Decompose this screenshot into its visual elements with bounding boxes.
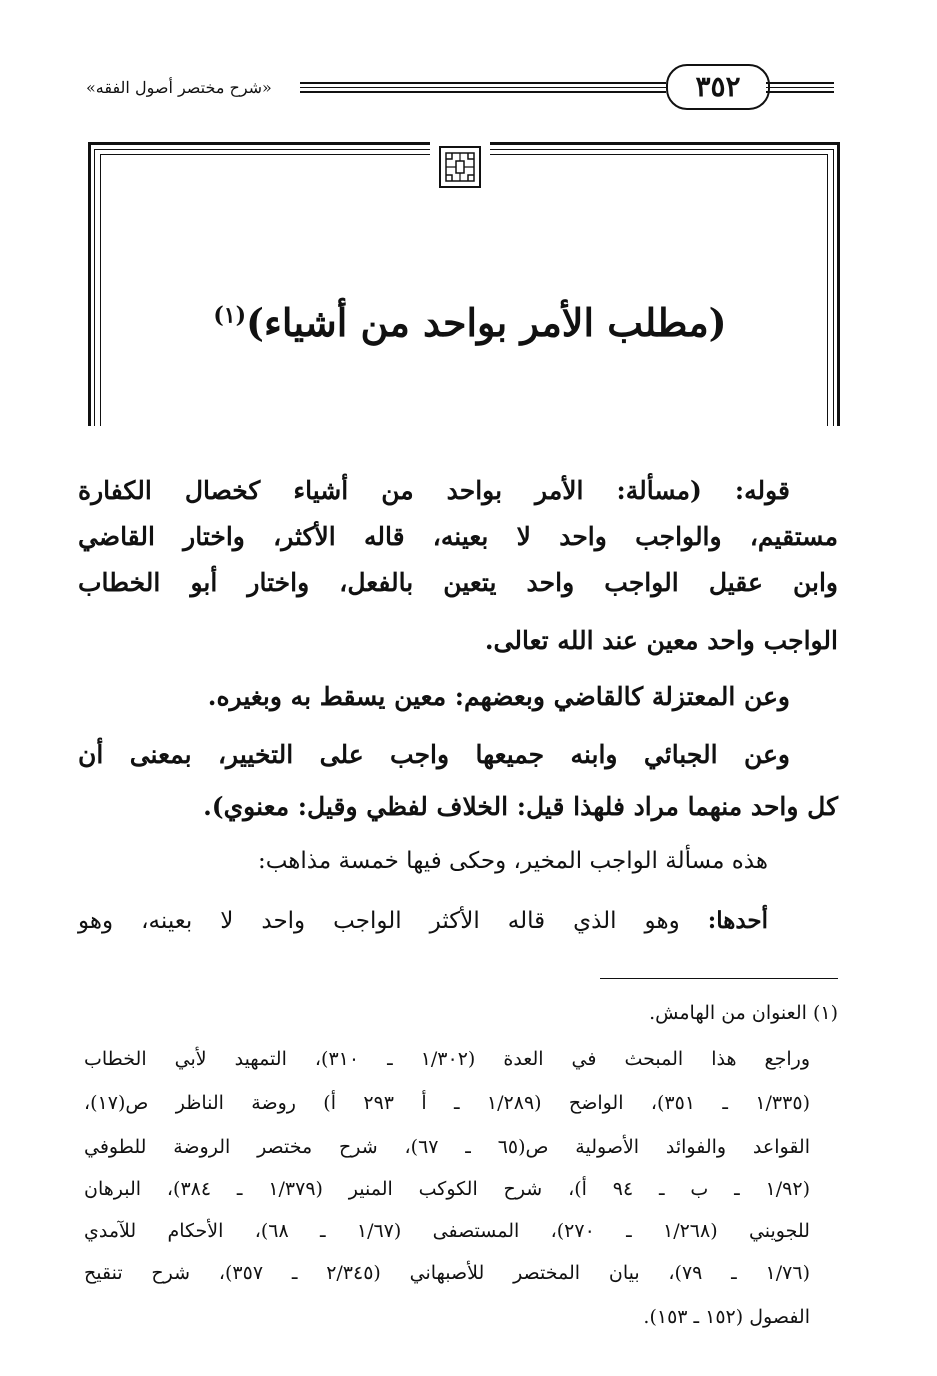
footnote-line: الفصول (١٥٢ ـ ١٥٣). xyxy=(643,1306,810,1328)
body-line: وعن الجبائي وابنه جميعها واجب على التخيير، بمعنى أن xyxy=(78,740,790,769)
body-line: وابن عقيل الواجب واحد يتعين بالفعل، واختار أبو الخطاب xyxy=(78,568,838,597)
page-number: ٣٥٢ xyxy=(666,64,770,110)
chapter-frame xyxy=(0,0,937,440)
body-line: وعن المعتزلة كالقاضي وبعضهم: معين يسقط به وبغيره. xyxy=(207,682,790,711)
footnote-line: (١/٣٣٥ ـ ٣٥١)، الواضح (١/٢٨٩ ـ أ ٢٩٣ أ) روضة الناظر ص(١٧)، xyxy=(84,1092,810,1114)
running-title: «شرح مختصر أصول الفقه» xyxy=(86,78,272,97)
chapter-title xyxy=(150,300,790,345)
body-line: كل واحد منهما مراد فلهذا قيل: الخلاف لفظي وقيل: معنوي). xyxy=(203,792,838,821)
body-line xyxy=(78,904,768,944)
footnote-line: القواعد والفوائد الأصولية ص(٦٥ ـ ٦٧)، شرح مختصر الروضة للطوفي xyxy=(84,1136,811,1158)
body-line: مستقيم، والواجب واحد لا بعينه، قاله الأكثر، واختار القاضي xyxy=(78,522,838,551)
footnote-ref: (١) xyxy=(213,302,247,329)
footnote-line: (١) العنوان من الهامش. xyxy=(649,1002,838,1024)
footnote-line: للجويني (١/٢٦٨ ـ ٢٧٠)، المستصفى (١/٦٧ ـ ٦٨)، الأحكام للآمدي xyxy=(84,1220,810,1242)
body-line: هذه مسألة الواجب المخير، وحكى فيها خمسة مذاهب: xyxy=(257,848,768,874)
footnote-line: وراجع هذا المبحث في العدة (١/٣٠٢ ـ ٣١٠)، التمهيد لأبي الخطاب xyxy=(84,1048,811,1070)
section-lead: أحدها: xyxy=(707,907,769,934)
section-lead-text: وهو الذي قاله الأكثر الواجب واحد لا بعينه، وهو xyxy=(78,908,680,934)
body-line: الواجب واحد معين عند الله تعالى. xyxy=(484,626,838,655)
ornament-icon xyxy=(437,144,483,190)
footnote-line: (١/٧٦ ـ ٧٩)، بيان المختصر للأصبهاني (٢/٣٤٥ ـ ٣٥٧)، شرح تنقيح xyxy=(84,1262,810,1284)
body-line: قوله: (مسألة: الأمر بواحد من أشياء كخصال الكفارة xyxy=(78,476,790,505)
footnote-line: (١/٩٢ ـ ب ـ ٩٤ أ)، شرح الكوكب المنير (١/٣٧٩ ـ ٣٨٤)، البرهان xyxy=(84,1178,810,1200)
footnote-rule xyxy=(600,978,838,979)
chapter-title-text: (مطلب الأمر بواحد من أشياء) xyxy=(246,300,727,345)
